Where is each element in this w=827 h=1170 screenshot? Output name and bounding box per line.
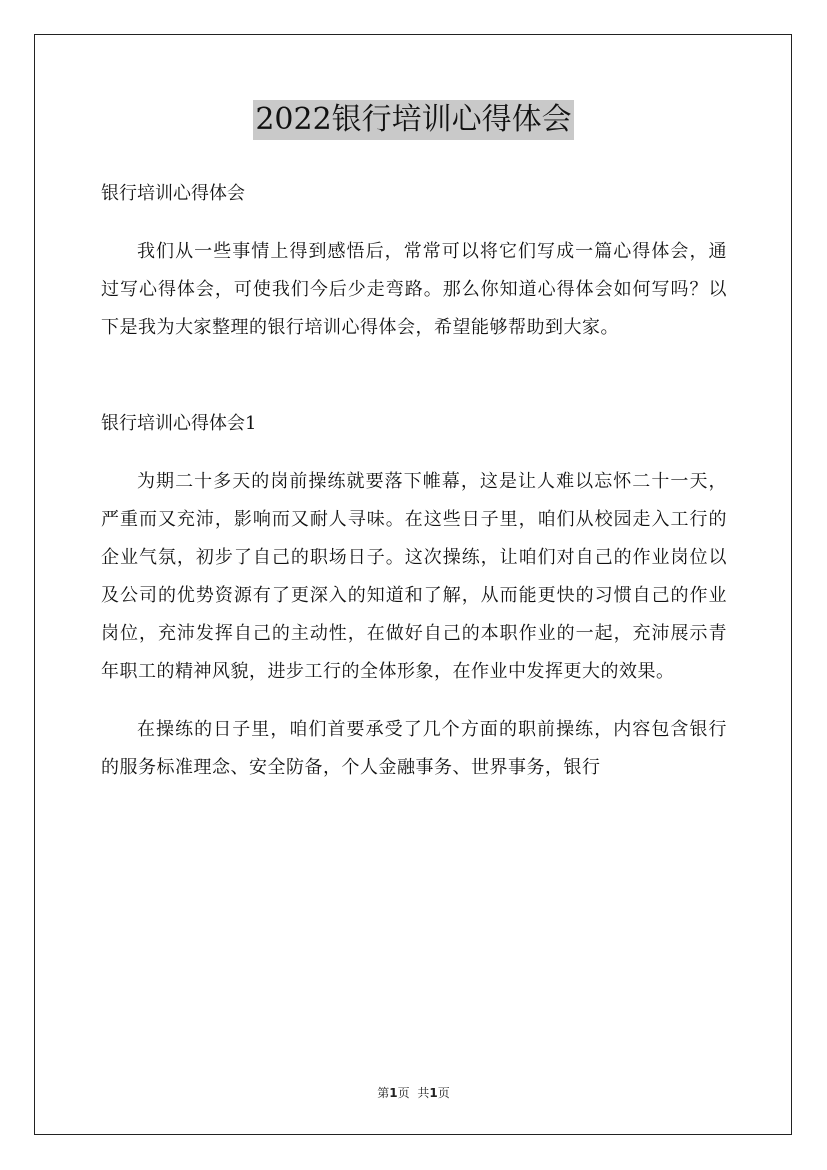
document-title: 2022银行培训心得体会 — [253, 100, 573, 140]
page-suffix: 页 — [397, 1086, 410, 1100]
title-container — [0, 100, 827, 140]
total-prefix: 共 — [417, 1086, 430, 1100]
spacer — [101, 443, 727, 463]
spacer — [101, 691, 727, 711]
total-suffix: 页 — [437, 1086, 450, 1100]
section-heading-1: 银行培训心得体会1 — [101, 413, 257, 434]
intro-paragraph: 我们从一些事情上得到感悟后，常常可以将它们写成一篇心得体会，通过写心得体会，可使我们今后少走弯路。那么你知道心得体会如何写吗？以下是我为大家整理的银行培训心得体会，希望能够帮助到大家。 — [101, 241, 727, 338]
spacer — [101, 213, 727, 233]
page-prefix: 第 — [377, 1086, 390, 1100]
page-current: 1 — [389, 1086, 398, 1100]
section-1-paragraph-2: 在操练的日子里，咱们首要承受了几个方面的职前操练，内容包含银行的服务标准理念、安全防备，个人金融事务、世界事务，银行 — [101, 719, 727, 778]
spacer — [101, 347, 727, 385]
page-total: 1 — [429, 1086, 438, 1100]
document-body — [101, 175, 727, 787]
section-1-paragraph-1: 为期二十多天的岗前操练就要落下帷幕，这是让人难以忘怀二十一天，严重而又充沛，影响而又耐人寻味。在这些日子里，咱们从校园走入工行的企业气氛，初步了自己的职场日子。这次操练，让咱们对自己的作业岗位以及公司的优势资源有了更深入的知道和了解，从而能更快的习惯自己的作业岗位，充沛发挥自己的主动性，在做好自己的本职作业的一起，充沛展示青年职工的精神风貌，进步工行的全体形象，在作业中发挥更大的效果。 — [101, 471, 727, 682]
page-footer — [0, 1084, 827, 1101]
spacer — [101, 385, 727, 405]
intro-heading: 银行培训心得体会 — [101, 183, 245, 204]
